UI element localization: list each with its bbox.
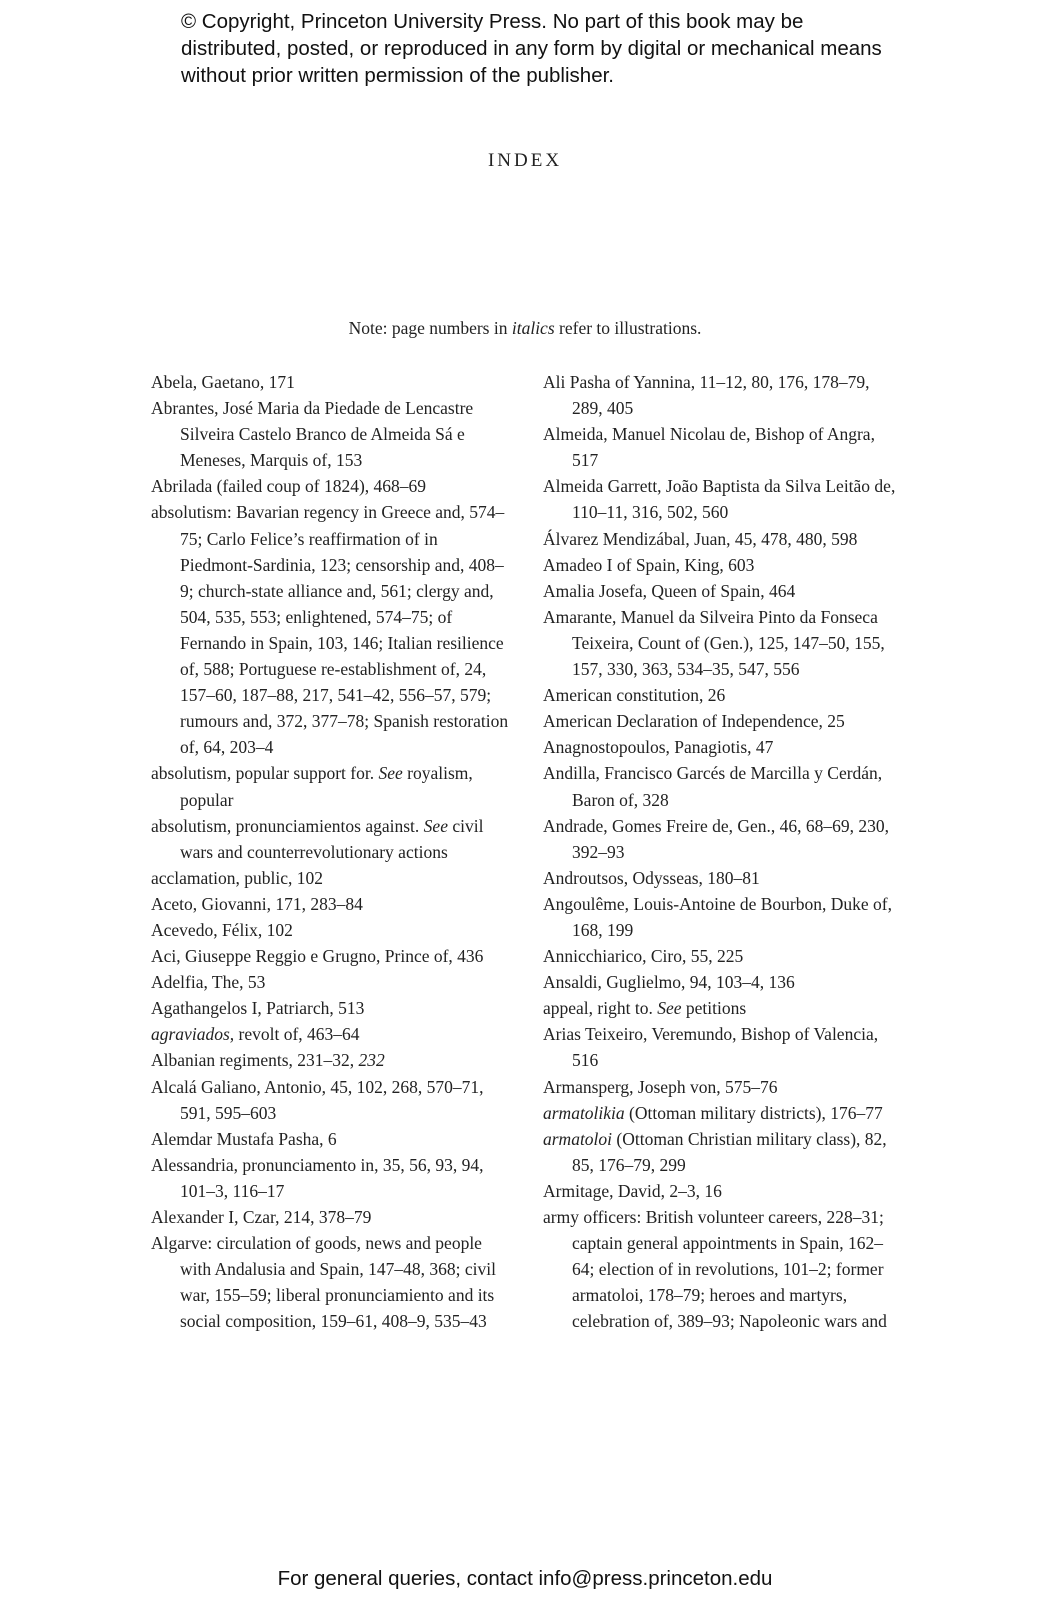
index-entry (151, 995, 511, 1021)
index-entry (543, 760, 903, 812)
index-entry-text: Alemdar Mustafa Pasha, 6 (151, 1128, 337, 1149)
index-entry-text: acclamation, public, 102 (151, 867, 324, 888)
index-entry-italic-text: 232 (358, 1050, 385, 1071)
index-entry (543, 526, 903, 552)
note-text-after: refer to illustrations. (554, 318, 702, 338)
index-entry (543, 734, 903, 760)
index-entry (543, 1021, 903, 1073)
index-entry (151, 1074, 511, 1126)
index-column-right (543, 369, 903, 1334)
index-entry (543, 473, 903, 525)
index-entry-text: Angoulême, Louis-Antoine de Bourbon, Duke of, 168, 199 (543, 893, 892, 940)
note-text-italic: italics (511, 318, 555, 338)
index-entry-text: Amadeo I of Spain, King, 603 (543, 554, 755, 575)
index-entry (151, 760, 511, 812)
index-entry (543, 421, 903, 473)
index-entry (543, 1126, 903, 1178)
index-entry-text: Annicchiarico, Ciro, 55, 225 (543, 946, 744, 967)
index-entry-text: Alexander I, Czar, 214, 378–79 (151, 1207, 372, 1227)
index-entry-italic-text: armatolikia (543, 1102, 625, 1123)
index-entry-text: Ali Pasha of Yannina, 11–12, 80, 176, 178–79, 289, 405 (543, 372, 870, 419)
index-entry (151, 369, 511, 395)
index-entry-italic-text: armatoloi (543, 1128, 613, 1149)
index-entry-text: appeal, right to. (543, 998, 658, 1019)
page-title: INDEX (487, 150, 563, 171)
index-entry (151, 865, 511, 891)
index-entry-text: Armansperg, Joseph von, 575–76 (543, 1076, 778, 1097)
index-entry-text: Ansaldi, Guglielmo, 94, 103–4, 136 (543, 972, 795, 993)
index-entry (151, 395, 511, 473)
index-entry (151, 891, 511, 917)
index-entry (543, 1178, 903, 1204)
index-entry-text: Aci, Giuseppe Reggio e Grugno, Prince of, 436 (151, 946, 484, 967)
index-entry-italic-text: See (423, 815, 448, 836)
index-entry (151, 473, 511, 499)
index-entry (543, 708, 903, 734)
index-entry (543, 1100, 903, 1126)
index-entry-text: Aceto, Giovanni, 171, 283–84 (151, 893, 363, 914)
index-entry-text: Amalia Josefa, Queen of Spain, 464 (543, 580, 796, 601)
index-entry (543, 604, 903, 682)
index-entry-text: Álvarez Mendizábal, Juan, 45, 478, 480, 598 (543, 528, 858, 549)
copyright-notice: © Copyright, Princeton University Press. No part of this book may be distributed, posted, or reproduced in any form by digital or mechanical means without prior written permission of the publisher. (181, 10, 882, 87)
index-entry (151, 1230, 511, 1334)
index-entry-text: Albanian regiments, 231–32, (151, 1050, 359, 1071)
index-entry-text: Andilla, Francisco Garcés de Marcilla y Cerdán, Baron of, 328 (543, 763, 883, 810)
index-entry (543, 969, 903, 995)
index-entry (543, 813, 903, 865)
index-entry (151, 943, 511, 969)
index-entry-text: (Ottoman Christian military class), 82, 85, 176–79, 299 (572, 1128, 887, 1175)
index-entry (151, 969, 511, 995)
index-entry-italic-text: See (378, 763, 403, 784)
note-text-before: Note: page numbers in (348, 318, 512, 338)
index-entry-text: Adelfia, The, 53 (151, 972, 266, 993)
index-entry-text: Abrilada (failed coup of 1824), 468–69 (151, 476, 427, 497)
index-entry-text: Androutsos, Odysseas, 180–81 (543, 867, 760, 888)
index-entry (151, 1021, 511, 1047)
index-entry (151, 1126, 511, 1152)
index-entry-text: Acevedo, Félix, 102 (151, 919, 293, 940)
index-entry-text: American Declaration of Independence, 25 (543, 711, 845, 732)
index-entry-text: Abrantes, José Maria da Piedade de Lencastre Silveira Castelo Branco de Almeida Sá e Meneses, Marquis of, 153 (151, 398, 474, 471)
index-entry-text: Algarve: circulation of goods, news and people with Andalusia and Spain, 147–48, 368; civil war, 155–59; liberal pronunciamiento and its social composition, 159–61, 408–9, 535–43 (151, 1233, 496, 1332)
index-entry-italic-text: agraviados, (151, 1024, 235, 1045)
index-entry (151, 499, 511, 760)
index-entry-text: American constitution, 26 (543, 685, 726, 706)
index-entry-text: Arias Teixeiro, Veremundo, Bishop of Valencia, 516 (543, 1024, 879, 1071)
index-column-left (151, 369, 511, 1334)
index-entry-text: Agathangelos I, Patriarch, 513 (151, 998, 365, 1019)
index-entry-text: petitions (681, 998, 747, 1019)
index-entry (543, 1074, 903, 1100)
index-entry-text: Abela, Gaetano, 171 (151, 372, 295, 392)
index-entry (543, 943, 903, 969)
index-entry (543, 682, 903, 708)
index-entry (151, 813, 511, 865)
index-entry-text: absolutism, pronunciamientos against. (151, 815, 424, 836)
index-entry-text: Almeida, Manuel Nicolau de, Bishop of Angra, 517 (543, 424, 875, 471)
index-entry-text: Alcalá Galiano, Antonio, 45, 102, 268, 570–71, 591, 595–603 (151, 1076, 484, 1123)
index-entry (543, 1204, 903, 1334)
index-entry-text: absolutism, popular support for. (151, 763, 379, 784)
index-entry-text: army officers: British volunteer careers, 228–31; captain general appointments in Spain, 162–64; election of in revolutions, 101–2; former armatoloi, 178–79; heroes and martyrs, celebration of, 389–93; Napoleonic wars and (543, 1207, 887, 1332)
index-entry-text: Amarante, Manuel da Silveira Pinto da Fonseca Teixeira, Count of (Gen.), 125, 147–50, 155, 157, 330, 363, 534–35, 547, 556 (543, 606, 885, 680)
index-entry-text: absolutism: Bavarian regency in Greece and, 574–75; Carlo Felice’s reaffirmation of in Piedmont-Sardinia, 123; censorship and, 408–9; church-state alliance and, 561; clergy and, 504, 535, 553; enlightened, 574–75; of Fernando in Spain, 103, 146; Italian resilience of, 588; Portuguese re-establishment of, 24, 157–60, 187–88, 217, 541–42, 556–57, 579; rumours and, 372, 377–78; Spanish restoration of, 64, 203–4 (151, 502, 509, 758)
index-entry-text: Almeida Garrett, João Baptista da Silva Leitão de, 110–11, 316, 502, 560 (543, 476, 896, 523)
index-entry (543, 369, 903, 421)
contact-footer: For general queries, contact info@press.princeton.edu (277, 1567, 773, 1590)
index-entry-text: Armitage, David, 2–3, 16 (543, 1180, 722, 1201)
index-entry (543, 891, 903, 943)
index-entry (543, 865, 903, 891)
index-entry-text: royalism, popular (180, 763, 473, 810)
italics-note (0, 318, 1050, 339)
index-entry-text: Anagnostopoulos, Panagiotis, 47 (543, 737, 774, 758)
index-entry (151, 917, 511, 943)
index-entry (543, 995, 903, 1021)
index-entry (151, 1152, 511, 1204)
index-entry (543, 578, 903, 604)
index-entry-text: revolt of, 463–64 (234, 1024, 360, 1045)
index-entry-text: (Ottoman military districts), 176–77 (624, 1102, 883, 1123)
index-entry-italic-text: See (657, 998, 682, 1019)
index-entry-text: Alessandria, pronunciamento in, 35, 56, 93, 94, 101–3, 116–17 (151, 1154, 484, 1201)
index-entry (543, 552, 903, 578)
index-entry (151, 1204, 511, 1230)
index-entry-text: Andrade, Gomes Freire de, Gen., 46, 68–69, 230, 392–93 (543, 815, 890, 862)
index-entry-text: civil wars and counterrevolutionary actions (180, 815, 484, 862)
index-entry (151, 1047, 511, 1073)
